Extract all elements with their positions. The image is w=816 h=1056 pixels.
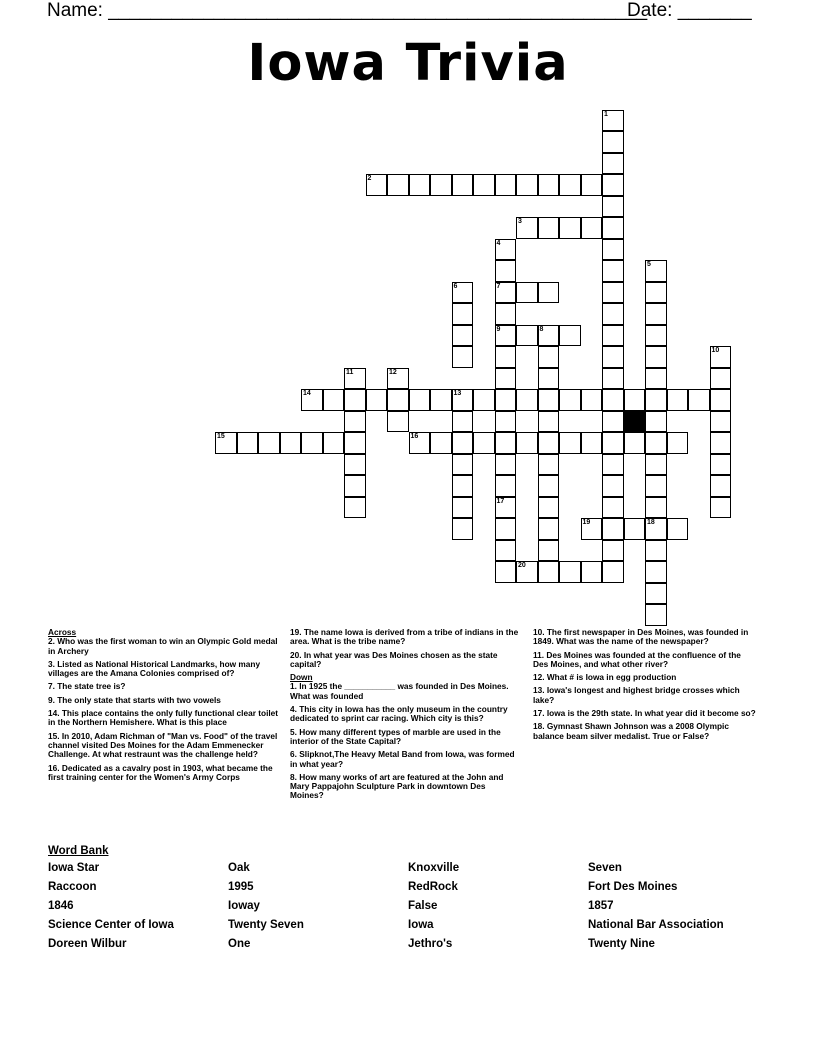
grid-cell[interactable] xyxy=(323,389,345,411)
grid-cell[interactable] xyxy=(387,174,409,196)
grid-cell[interactable] xyxy=(344,389,366,411)
grid-cell[interactable] xyxy=(602,260,624,282)
grid-cell[interactable] xyxy=(602,153,624,175)
grid-cell[interactable] xyxy=(495,174,517,196)
clue-number: 3 xyxy=(518,218,522,225)
grid-cell[interactable] xyxy=(645,604,667,626)
clue-number: 19 xyxy=(582,519,591,526)
grid-cell[interactable] xyxy=(387,389,409,411)
grid-cell[interactable] xyxy=(344,368,366,390)
clue: 3. Listed as National Historical Landmarks, how many villages are the Amana Colonies comprised of? xyxy=(48,658,261,679)
grid-cell[interactable] xyxy=(581,561,603,583)
clue-number: 18 xyxy=(647,519,655,526)
grid-cell[interactable] xyxy=(645,518,667,540)
grid-cell[interactable] xyxy=(645,346,667,368)
grid-cell[interactable] xyxy=(602,174,624,196)
grid-cell[interactable] xyxy=(602,217,624,239)
word-bank-item: 1857 xyxy=(588,900,614,912)
clue: 19. The name Iowa is derived from a tribe of indians in the area. What is the tribe name? xyxy=(290,627,519,647)
word-bank-row xyxy=(48,938,788,957)
grid-cell[interactable] xyxy=(516,282,538,304)
grid-cell[interactable] xyxy=(452,389,474,411)
grid-cell[interactable] xyxy=(667,518,689,540)
grid-cell[interactable] xyxy=(710,475,732,497)
grid-cell[interactable] xyxy=(538,540,560,562)
word-bank-item: Iowa xyxy=(408,919,434,931)
grid-cell[interactable] xyxy=(538,475,560,497)
grid-cell[interactable] xyxy=(624,432,646,454)
grid-cell[interactable] xyxy=(516,432,538,454)
grid-cell[interactable] xyxy=(301,432,323,454)
grid-cell[interactable] xyxy=(344,497,366,519)
clue-number: 6 xyxy=(453,282,458,290)
word-bank xyxy=(48,862,788,957)
grid-cell[interactable] xyxy=(538,174,560,196)
clue: 11. Des Moines was founded at the confluence of the Des Moines, and what other river? xyxy=(533,649,741,669)
grid-cell[interactable] xyxy=(538,217,560,239)
clue-number: 17 xyxy=(496,497,505,505)
grid-cell[interactable] xyxy=(645,432,667,454)
grid-cell[interactable] xyxy=(495,411,517,433)
clue-number: 20 xyxy=(518,562,526,569)
grid-cell[interactable] xyxy=(645,540,667,562)
grid-cell[interactable] xyxy=(624,389,646,411)
grid-cell[interactable] xyxy=(452,454,474,476)
grid-cell[interactable] xyxy=(602,432,624,454)
grid-cell[interactable] xyxy=(645,454,667,476)
grid-cell[interactable] xyxy=(452,346,474,368)
grid-cell[interactable] xyxy=(452,303,474,325)
grid-cell[interactable] xyxy=(495,518,517,540)
word-bank-row xyxy=(48,919,788,938)
clue-number: 5 xyxy=(647,261,651,268)
grid-cell[interactable] xyxy=(602,368,624,390)
clue: 13. Iowa's longest and highest bridge crosses which lake? xyxy=(533,685,740,705)
word-bank-item: 1995 xyxy=(228,881,254,893)
grid-cell[interactable] xyxy=(538,411,560,433)
grid-cell[interactable] xyxy=(495,540,517,562)
clue: 12. What # is Iowa in egg production xyxy=(533,672,677,683)
grid-cell[interactable] xyxy=(538,497,560,519)
grid-cell[interactable] xyxy=(710,389,732,411)
word-bank-item: National Bar Association xyxy=(588,919,724,931)
grid-cell[interactable] xyxy=(538,518,560,540)
word-bank-item: Iowa Star xyxy=(48,862,100,874)
grid-cell[interactable] xyxy=(710,346,732,368)
word-bank-item: RedRock xyxy=(408,881,458,893)
grid-cell[interactable] xyxy=(473,389,495,411)
grid-cell[interactable] xyxy=(452,325,474,347)
clue: 14. This place contains the only fully functional clear toilet in the Northern Hemishere. What is this place xyxy=(48,708,279,728)
grid-cell[interactable] xyxy=(667,389,689,411)
grid-cell[interactable] xyxy=(495,260,517,282)
grid-cell[interactable] xyxy=(344,411,366,433)
grid-cell[interactable] xyxy=(559,174,581,196)
grid-cell[interactable] xyxy=(280,432,302,454)
grid-cell[interactable] xyxy=(473,174,495,196)
grid-cell[interactable] xyxy=(602,131,624,153)
clue-number: 12 xyxy=(389,368,397,376)
grid-cell[interactable] xyxy=(538,325,560,347)
grid-cell[interactable] xyxy=(581,518,603,540)
word-bank-item: Raccoon xyxy=(48,881,97,893)
clue: 17. Iowa is the 29th state. In what year did it become so? xyxy=(533,708,756,719)
grid-cell[interactable] xyxy=(710,411,732,433)
grid-cell[interactable] xyxy=(495,389,517,411)
black-cell xyxy=(624,411,646,433)
word-bank-item: Twenty Seven xyxy=(228,919,304,931)
grid-cell[interactable] xyxy=(602,389,624,411)
clue-number: 11 xyxy=(346,368,354,376)
grid-cell[interactable] xyxy=(602,110,624,132)
clue-number: 15 xyxy=(217,433,225,440)
clue-number: 16 xyxy=(410,433,419,440)
clue-number: 9 xyxy=(496,325,501,333)
grid-cell[interactable] xyxy=(559,389,581,411)
grid-cell[interactable] xyxy=(387,411,409,433)
grid-cell[interactable] xyxy=(452,518,474,540)
clue: 20. In what year was Des Moines chosen as the state capital? xyxy=(290,649,498,669)
word-bank-item: Jethro's xyxy=(408,938,453,950)
grid-cell[interactable] xyxy=(602,411,624,433)
word-bank-item: Knoxville xyxy=(408,862,460,874)
grid-cell[interactable] xyxy=(645,325,667,347)
grid-cell[interactable] xyxy=(602,346,624,368)
word-bank-item: Twenty Nine xyxy=(588,938,655,950)
clue-number: 8 xyxy=(539,325,544,333)
clue-number: 1 xyxy=(604,110,608,118)
grid-cell[interactable] xyxy=(516,174,538,196)
clue: 15. In 2010, Adam Richman of "Man vs. Food" of the travel channel visited Des Moines for the Adam Emmenecker Challenge. At what restraunt was the challenge held? xyxy=(48,730,278,760)
clue-number: 4 xyxy=(496,239,501,247)
down-heading: Down xyxy=(290,672,313,683)
grid-cell[interactable] xyxy=(538,454,560,476)
grid-cell[interactable] xyxy=(495,475,517,497)
grid-cell[interactable] xyxy=(538,389,560,411)
grid-cell[interactable] xyxy=(645,475,667,497)
grid-cell[interactable] xyxy=(602,561,624,583)
word-bank-item: Doreen Wilbur xyxy=(48,938,127,950)
word-bank-item: Ioway xyxy=(228,900,260,912)
grid-cell[interactable] xyxy=(538,561,560,583)
clue: 10. The first newspaper in Des Moines, was founded in 1849. What was the name of the newspaper? xyxy=(533,627,749,647)
grid-cell[interactable] xyxy=(452,497,474,519)
grid-cell[interactable] xyxy=(645,583,667,605)
grid-cell[interactable] xyxy=(645,561,667,583)
grid-cell[interactable] xyxy=(710,432,732,454)
grid-cell[interactable] xyxy=(602,454,624,476)
clue-number: 10 xyxy=(711,347,720,354)
grid-cell[interactable] xyxy=(645,411,667,433)
grid-cell[interactable] xyxy=(516,325,538,347)
word-bank-title: Word Bank xyxy=(48,845,109,857)
grid-cell[interactable] xyxy=(645,260,667,282)
grid-cell[interactable] xyxy=(215,432,237,454)
grid-cell[interactable] xyxy=(495,325,517,347)
word-bank-row xyxy=(48,900,788,919)
grid-cell[interactable] xyxy=(495,497,517,519)
grid-cell[interactable] xyxy=(495,454,517,476)
grid-cell[interactable] xyxy=(645,282,667,304)
grid-cell[interactable] xyxy=(516,217,538,239)
grid-cell[interactable] xyxy=(452,475,474,497)
grid-cell[interactable] xyxy=(473,432,495,454)
grid-cell[interactable] xyxy=(495,368,517,390)
grid-cell[interactable] xyxy=(667,432,689,454)
grid-cell[interactable] xyxy=(516,389,538,411)
clue: 7. The state tree is? xyxy=(48,681,126,692)
clue-number: 14 xyxy=(303,390,311,397)
grid-cell[interactable] xyxy=(344,454,366,476)
grid-cell[interactable] xyxy=(366,389,388,411)
grid-cell[interactable] xyxy=(495,303,517,325)
clues-column-1 xyxy=(48,628,280,786)
grid-cell[interactable] xyxy=(452,411,474,433)
clue-number: 2 xyxy=(367,175,372,182)
grid-cell[interactable] xyxy=(430,432,452,454)
grid-cell[interactable] xyxy=(258,432,280,454)
grid-cell[interactable] xyxy=(602,196,624,218)
grid-cell[interactable] xyxy=(452,174,474,196)
grid-cell[interactable] xyxy=(602,540,624,562)
grid-cell[interactable] xyxy=(645,497,667,519)
grid-cell[interactable] xyxy=(495,346,517,368)
clue: 16. Dedicated as a cavalry post in 1903, what became the first training center for the Women's Army Corps xyxy=(48,762,273,782)
grid-cell[interactable] xyxy=(710,368,732,390)
grid-cell[interactable] xyxy=(366,174,388,196)
grid-cell[interactable] xyxy=(710,454,732,476)
clue: 8. How many works of art are featured at the John and Mary Pappajohn Sculpture Park in downtown Des Moines? xyxy=(290,771,504,801)
grid-cell[interactable] xyxy=(581,389,603,411)
grid-cell[interactable] xyxy=(602,282,624,304)
clue: 1. In 1925 the ___________ was founded in Des Moines. What was founded xyxy=(290,681,509,701)
grid-cell[interactable] xyxy=(645,389,667,411)
grid-cell[interactable] xyxy=(495,239,517,261)
clue: 9. The only state that starts with two vowels xyxy=(48,694,221,705)
grid-cell[interactable] xyxy=(409,432,431,454)
page-title: Iowa Trivia xyxy=(247,34,569,93)
grid-cell[interactable] xyxy=(602,497,624,519)
grid-cell[interactable] xyxy=(710,497,732,519)
word-bank-item: False xyxy=(408,900,438,912)
grid-cell[interactable] xyxy=(538,432,560,454)
grid-cell[interactable] xyxy=(645,303,667,325)
clue: 18. Gymnast Shawn Johnson was a 2008 Olympic balance beam silver medalist. True or False? xyxy=(533,721,729,741)
grid-cell[interactable] xyxy=(645,368,667,390)
grid-cell[interactable] xyxy=(624,518,646,540)
grid-cell[interactable] xyxy=(452,432,474,454)
across-heading: Across xyxy=(48,627,77,637)
grid-cell[interactable] xyxy=(430,389,452,411)
grid-cell[interactable] xyxy=(581,432,603,454)
grid-cell[interactable] xyxy=(602,518,624,540)
word-bank-item: One xyxy=(228,938,251,950)
grid-cell[interactable] xyxy=(602,303,624,325)
clue-number: 7 xyxy=(496,282,501,290)
grid-cell[interactable] xyxy=(344,475,366,497)
grid-cell[interactable] xyxy=(538,368,560,390)
grid-cell[interactable] xyxy=(495,282,517,304)
grid-cell[interactable] xyxy=(237,432,259,454)
grid-cell[interactable] xyxy=(581,174,603,196)
clue: 6. Slipknot,The Heavy Metal Band from Iowa, was formed in what year? xyxy=(290,749,515,769)
grid-cell[interactable] xyxy=(602,475,624,497)
clue-number: 13 xyxy=(453,390,462,397)
grid-cell[interactable] xyxy=(688,389,710,411)
grid-cell[interactable] xyxy=(559,325,581,347)
grid-cell[interactable] xyxy=(581,217,603,239)
grid-cell[interactable] xyxy=(452,282,474,304)
word-bank-item: Seven xyxy=(588,862,622,874)
grid-cell[interactable] xyxy=(387,368,409,390)
grid-cell[interactable] xyxy=(559,217,581,239)
grid-cell[interactable] xyxy=(430,174,452,196)
grid-cell[interactable] xyxy=(516,561,538,583)
grid-cell[interactable] xyxy=(538,282,560,304)
word-bank-row xyxy=(48,881,788,900)
grid-cell[interactable] xyxy=(409,174,431,196)
grid-cell[interactable] xyxy=(344,432,366,454)
word-bank-item: 1846 xyxy=(48,900,74,912)
date-field[interactable]: Date: _______ xyxy=(627,0,752,21)
grid-cell[interactable] xyxy=(538,346,560,368)
grid-cell[interactable] xyxy=(409,389,431,411)
clue: 4. This city in Iowa has the only museum in the country dedicated to sprint car racing. Which city is this? xyxy=(290,704,508,724)
grid-cell[interactable] xyxy=(495,432,517,454)
word-bank-item: Science Center of Iowa xyxy=(48,919,174,931)
clues-column-3 xyxy=(533,628,758,745)
clue: 5. How many different types of marble are used in the interior of the State Capital? xyxy=(290,726,501,746)
grid-cell[interactable] xyxy=(559,561,581,583)
grid-cell[interactable] xyxy=(323,432,345,454)
word-bank-row xyxy=(48,862,788,881)
grid-cell[interactable] xyxy=(602,325,624,347)
word-bank-item: Fort Des Moines xyxy=(588,881,678,893)
grid-cell[interactable] xyxy=(301,389,323,411)
word-bank-item: Oak xyxy=(228,862,250,874)
clue: 2. Who was the first woman to win an Olympic Gold medal in Archery xyxy=(48,636,278,656)
grid-cell[interactable] xyxy=(559,432,581,454)
grid-cell[interactable] xyxy=(495,561,517,583)
clues-column-2 xyxy=(290,628,520,805)
name-label: Name: ___________________________________________________ xyxy=(47,0,648,21)
grid-cell[interactable] xyxy=(602,239,624,261)
